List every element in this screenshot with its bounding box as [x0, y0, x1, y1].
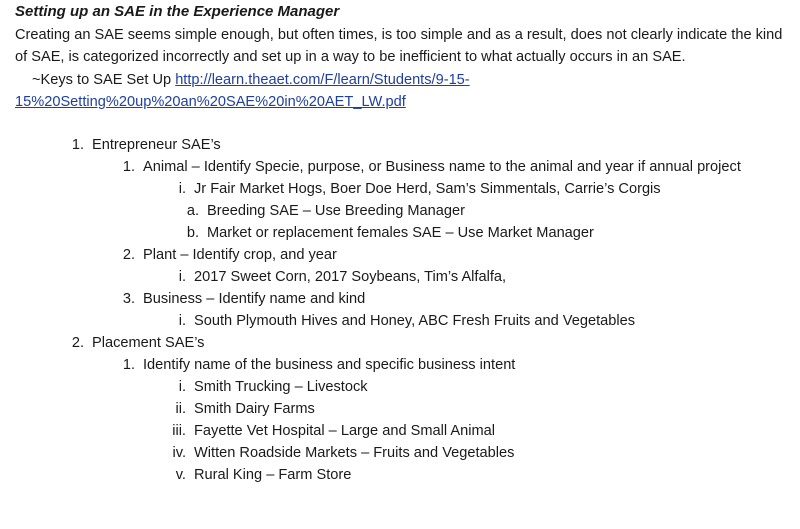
- list-item-placement: [71, 332, 205, 354]
- keys-block: [15, 69, 470, 113]
- list-item-animal: [122, 156, 741, 178]
- list-item: [178, 178, 661, 200]
- list-marker: i.: [178, 181, 186, 197]
- list-marker: ii.: [175, 401, 186, 417]
- list-text: Jr Fair Market Hogs, Boer Doe Herd, Sam’s Simmentals, Carrie’s Corgis: [194, 181, 661, 197]
- list-item: [175, 464, 352, 486]
- list-marker: a.: [186, 203, 199, 219]
- list-text: Smith Dairy Farms: [194, 401, 315, 417]
- list-marker: 3.: [122, 291, 135, 307]
- list-text: Entrepreneur SAE’s: [92, 137, 221, 153]
- list-text: Witten Roadside Markets – Fruits and Vegetables: [194, 445, 515, 461]
- list-marker: 2.: [71, 335, 84, 351]
- list-item: [178, 376, 368, 398]
- list-text: 2017 Sweet Corn, 2017 Soybeans, Tim’s Alfalfa,: [194, 269, 507, 285]
- list-item: [175, 398, 315, 420]
- list-item: [186, 200, 465, 222]
- list-marker: iii.: [172, 423, 186, 439]
- list-text: Smith Trucking – Livestock: [194, 379, 368, 395]
- list-item-entrepreneur: [71, 134, 221, 156]
- list-text: Business – Identify name and kind: [143, 291, 366, 307]
- list-item: [178, 310, 636, 332]
- list-item: [178, 266, 507, 288]
- list-marker: 1.: [122, 159, 135, 175]
- list-marker: i.: [178, 313, 186, 329]
- list-text: Breeding SAE – Use Breeding Manager: [207, 203, 465, 219]
- list-text: Rural King – Farm Store: [194, 467, 352, 483]
- list-marker: b.: [186, 225, 199, 241]
- list-text: Fayette Vet Hospital – Large and Small Animal: [194, 423, 495, 439]
- keys-label: ~Keys to SAE Set Up: [32, 72, 172, 88]
- list-item: [172, 442, 515, 464]
- list-text: South Plymouth Hives and Honey, ABC Fresh Fruits and Vegetables: [194, 313, 636, 329]
- list-item-identify-business: [122, 354, 516, 376]
- list-item: [172, 420, 495, 442]
- keys-link-part1[interactable]: http://learn.theaet.com/F/learn/Students/9-15-: [175, 72, 470, 88]
- list-marker: 2.: [122, 247, 135, 263]
- page-title: Setting up an SAE in the Experience Manager: [15, 3, 340, 20]
- list-marker: iv.: [172, 445, 186, 461]
- keys-link-part2[interactable]: 15%20Setting%20up%20an%20SAE%20in%20AET_LW.pdf: [15, 94, 406, 110]
- list-text: Identify name of the business and specific business intent: [143, 357, 516, 373]
- list-marker: i.: [178, 269, 186, 285]
- list-text: Plant – Identify crop, and year: [143, 247, 337, 263]
- list-marker: i.: [178, 379, 186, 395]
- list-item-plant: [122, 244, 337, 266]
- list-marker: 1.: [71, 137, 84, 153]
- list-marker: 1.: [122, 357, 135, 373]
- list-item: [186, 222, 594, 244]
- list-item-business: [122, 288, 366, 310]
- intro-paragraph: Creating an SAE seems simple enough, but often times, is too simple and as a result, does not clearly indicate the kind of SAE, is categorized incorrectly and set up in a way to be inefficient to what actually occurs in an SAE.: [15, 27, 783, 65]
- list-text: Placement SAE’s: [92, 335, 205, 351]
- list-text: Market or replacement females SAE – Use Market Manager: [207, 225, 594, 241]
- list-text: Animal – Identify Specie, purpose, or Business name to the animal and year if annual project: [143, 159, 741, 175]
- list-marker: v.: [175, 467, 186, 483]
